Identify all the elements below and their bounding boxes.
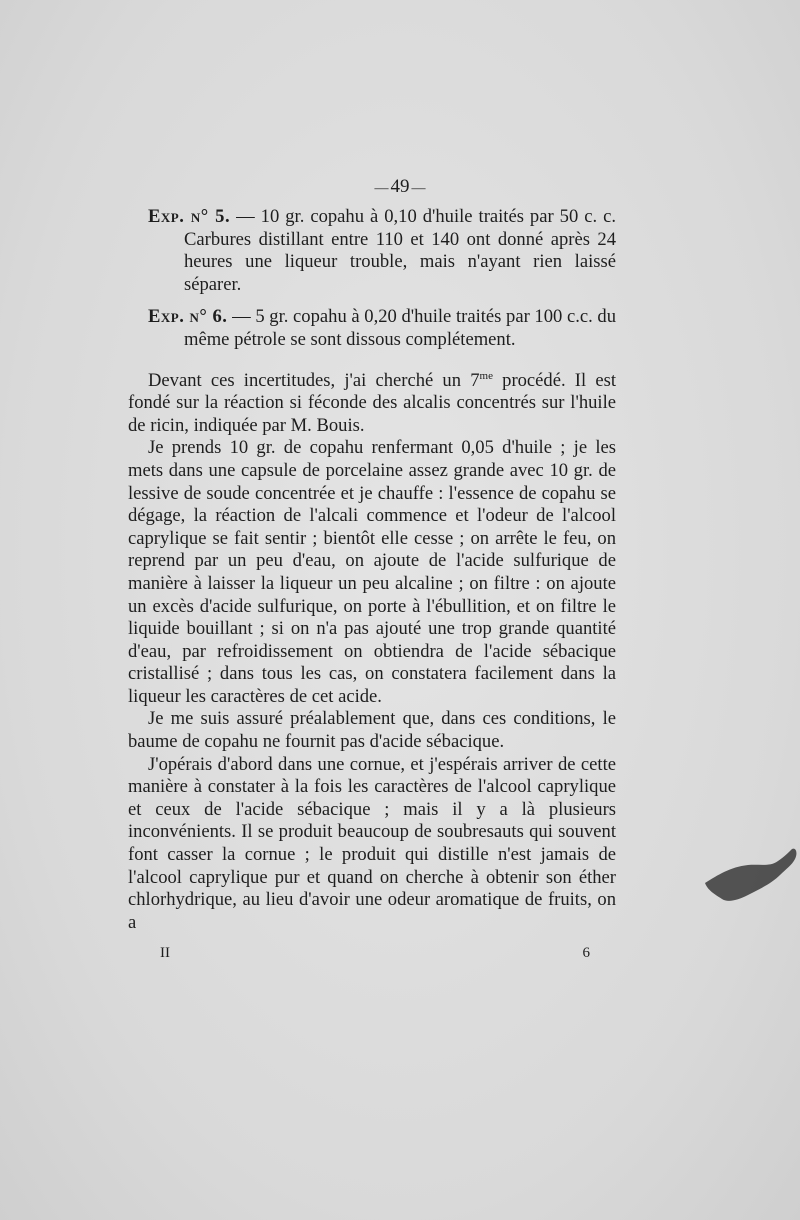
experiment-6 bbox=[148, 306, 616, 351]
body-text bbox=[128, 206, 616, 934]
experiment-text: — 5 gr. copahu à 0,20 d'huile traités par 100 c.c. du même pétrole se sont dissous complétement. bbox=[184, 306, 617, 350]
paragraph-cornue: J'opérais d'abord dans une cornue, et j'espérais arriver de cette manière à constater à la fois les caractères de l'alcool caprylique et ceux de l'acide sébacique ; mais il y a là plusieurs inconvénients. Il se produit beaucoup de soubresauts qui souvent font casser la cornue ; le produit qui distille n'est jamais de l'alcool caprylique pur et quand on cherche à obtenir son éther chlorhydrique, au lieu d'avoir une odeur aromatique de fruits, on a bbox=[128, 753, 616, 933]
paragraph-text: procédé. Il est fondé sur la réaction si féconde des alcalis concentrés sur l'huile de ricin, indiquée par M. Bouis. bbox=[128, 369, 616, 436]
paragraph-verification: Je me suis assuré préalablement que, dans ces conditions, le baume de copahu ne fournit pas d'acide sébacique. bbox=[128, 708, 616, 753]
paragraph-text: Devant ces incertitudes, j'ai cherché un 7 bbox=[148, 369, 480, 391]
page-number: — 49 — bbox=[0, 176, 800, 198]
paragraph-method: Je prends 10 gr. de copahu renfermant 0,05 d'huile ; je les mets dans une capsule de porcelaine assez grande avec 10 gr. de lessive de soude concentrée et je chauffe : l'essence de copahu se dégage, la réaction de l'alcali commence et l'odeur de l'alcool caprylique se fait sentir ; bientôt elle cesse ; on arrête le feu, on reprend par un peu d'eau, on ajoute de l'acide sulfurique de manière à laisser la liqueur un peu alcaline ; on filtre : on ajoute un excès d'acide sulfurique, on porte à l'ébullition, et on filtre le liquide bouillant ; si on n'a pas ajouté une trop grande quantité d'eau, par refroidissement on obtiendra de l'acide sébacique cristallisé ; dans tous les cas, on constatera facilement dans la liqueur les caractères de cet acide. bbox=[128, 437, 616, 707]
printer-signature bbox=[160, 945, 590, 962]
experiment-5 bbox=[148, 206, 616, 296]
ink-stain-icon bbox=[700, 845, 800, 905]
experiment-label: Exp. n° 6. bbox=[148, 306, 228, 328]
signature-right: 6 bbox=[582, 945, 590, 961]
paragraph-procedure-7 bbox=[128, 370, 616, 438]
signature-left: II bbox=[160, 945, 170, 961]
ordinal-superscript: me bbox=[479, 369, 493, 382]
experiment-text: — 10 gr. copahu à 0,10 d'huile traités par 50 c. c. Carbures distillant entre 110 et 140 ont donné après 24 heures une liqueur trouble, mais n'ayant rien laissé séparer. bbox=[184, 206, 617, 295]
experiment-label: Exp. n° 5. bbox=[148, 206, 231, 227]
